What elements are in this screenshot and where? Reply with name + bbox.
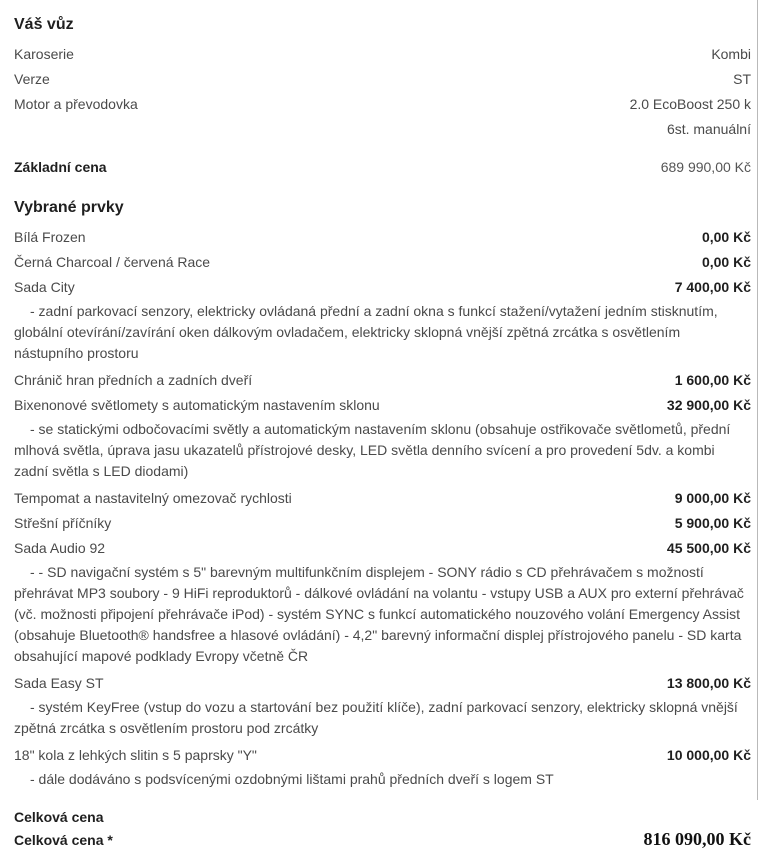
feature-price: 0,00 Kč <box>701 229 751 245</box>
selected-features-section <box>14 198 751 790</box>
feature-name: Bílá Frozen <box>14 229 86 245</box>
section-title-your-car: Váš vůz <box>14 16 74 33</box>
feature-price: 13 800,00 Kč <box>666 675 751 691</box>
total-heading: Celková cena <box>14 809 104 825</box>
feature-row <box>14 275 751 300</box>
feature-description: - se statickými odbočovacími světly a automatickým nastavením sklonu (obsahuje ostřikovače světlometů, přední mlhová světla, úprava jasu ukazatelů přístrojové desky, LED světla denního svícení a pro provedení 5dv. a kombi zadní světla s LED diodami) <box>14 421 731 479</box>
feature-item <box>14 225 751 250</box>
feature-name: Sada Easy ST <box>14 675 104 691</box>
total-price-row <box>14 827 751 852</box>
feature-row <box>14 225 751 250</box>
feature-description: - zadní parkovací senzory, elektricky ovládaná přední a zadní okna s funkcí stažení/vytažení jedním stisknutím, globální otevírání/zavírání oken dálkovým ovladačem, elektricky sklopná vnější zpětná zrcátka s osvětlením nástupního prostoru <box>14 303 718 361</box>
spec-value: 2.0 EcoBoost 250 k <box>629 96 751 112</box>
feature-price: 10 000,00 Kč <box>666 747 751 763</box>
spec-row-verze <box>14 67 751 92</box>
feature-price: 1 600,00 Kč <box>674 372 751 388</box>
feature-price: 9 000,00 Kč <box>674 490 751 506</box>
feature-row <box>14 511 751 536</box>
feature-name: Tempomat a nastavitelný omezovač rychlosti <box>14 490 292 506</box>
feature-row <box>14 671 751 696</box>
feature-item <box>14 511 751 536</box>
spec-row-motor <box>14 92 751 117</box>
spec-row-karoserie <box>14 42 751 67</box>
feature-name: 18" kola z lehkých slitin s 5 paprsky "Y" <box>14 747 257 763</box>
total-price-value: 816 090,00 Kč <box>643 829 751 849</box>
feature-name: Černá Charcoal / červená Race <box>14 254 211 270</box>
feature-price: 45 500,00 Kč <box>666 540 751 556</box>
feature-row <box>14 536 751 561</box>
container-right-border <box>757 0 758 800</box>
spec-label: Karoserie <box>14 46 74 62</box>
total-section <box>14 807 751 852</box>
feature-row <box>14 743 751 768</box>
feature-item <box>14 486 751 511</box>
feature-price: 7 400,00 Kč <box>674 279 751 295</box>
spec-label: Verze <box>14 71 50 87</box>
feature-row <box>14 250 751 275</box>
feature-row <box>14 368 751 393</box>
feature-row <box>14 486 751 511</box>
total-label: Celková cena * <box>14 832 113 848</box>
feature-item <box>14 250 751 275</box>
spec-value: 6st. manuální <box>666 121 751 137</box>
feature-name: Bixenonové světlomety s automatickým nastavením sklonu <box>14 397 380 413</box>
feature-item <box>14 743 751 790</box>
section-title-selected-features: Vybrané prvky <box>14 199 124 216</box>
feature-description: - systém KeyFree (vstup do vozu a startování bez použití klíče), zadní parkovací senzory, elektricky sklopná vnější zpětná zrcátka s osvětlením prostoru pod zrcátky <box>14 699 738 736</box>
feature-item <box>14 275 751 364</box>
feature-item <box>14 368 751 393</box>
feature-price: 0,00 Kč <box>701 254 751 270</box>
feature-name: Střešní příčníky <box>14 515 112 531</box>
spec-label: Motor a převodovka <box>14 96 138 112</box>
spec-label <box>14 117 655 142</box>
your-car-section <box>14 15 751 180</box>
spec-value: Kombi <box>711 46 751 62</box>
feature-name: Sada City <box>14 279 75 295</box>
base-price-row <box>14 155 751 180</box>
feature-row <box>14 393 751 418</box>
base-price-label: Základní cena <box>14 159 107 175</box>
feature-description: - - SD navigační systém s 5" barevným multifunkčním displejem - SONY rádio s CD přehrávačem s možností přehrávat MP3 soubory - 9 HiFi reproduktorů - dálkové ovládání na volantu - vstupy USB a AUX pro externí přehrávač (vč. možnosti připojení přehrávače iPod) - systém SYNC s funkcí automatického nouzového volání Emergency Assist (obsahuje Bluetooth® handsfree a hlasové ovládání) - 4,2" barevný informační displej přístrojového panelu - SD karta obsahující mapové podklady Evropy včetně ČR <box>14 564 744 664</box>
feature-name: Sada Audio 92 <box>14 540 106 556</box>
feature-item <box>14 671 751 739</box>
feature-name: Chránič hran předních a zadních dveří <box>14 372 253 388</box>
spec-row-gearbox <box>14 117 751 142</box>
feature-price: 32 900,00 Kč <box>666 397 751 413</box>
base-price-value: 689 990,00 Kč <box>660 159 751 175</box>
feature-price: 5 900,00 Kč <box>674 515 751 531</box>
feature-item <box>14 536 751 667</box>
spec-value: ST <box>733 71 751 87</box>
feature-item <box>14 393 751 482</box>
feature-description: - dále dodáváno s podsvícenými ozdobnými lištami prahů předních dveří s logem ST <box>30 771 554 787</box>
